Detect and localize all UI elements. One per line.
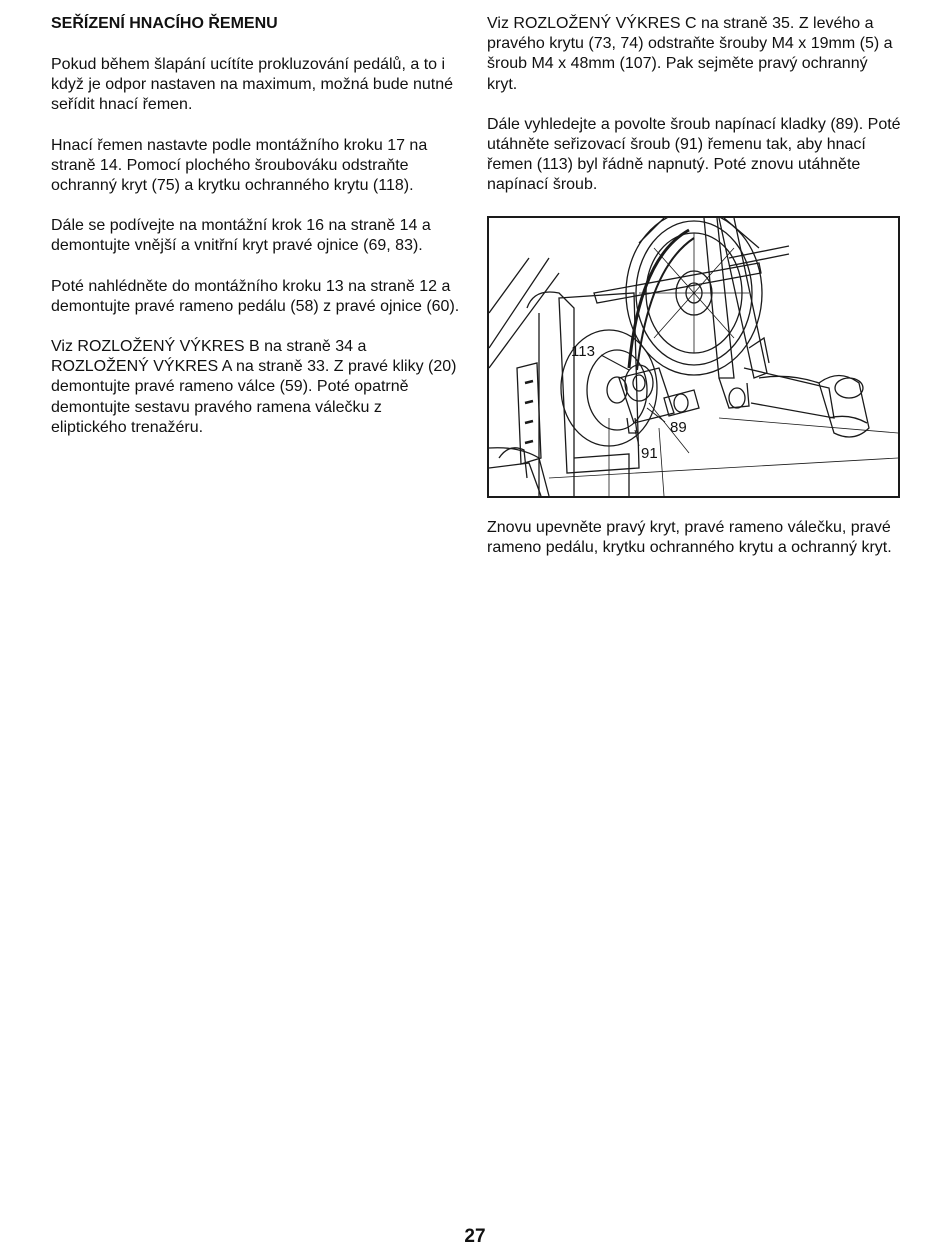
callout-belt-113: 113 [571, 342, 595, 360]
paragraph-step-13: Poté nahlédněte do montážního kroku 13 na straně 12 a demontujte pravé rameno pedálu (58) z pravé ojnice (60). [51, 277, 460, 315]
paragraph-step-16: Dále se podívejte na montážní krok 16 na straně 14 a demontujte vnější a vnitřní kryt pravé ojnice (69, 83). [51, 217, 431, 255]
callout-screw-91: 91 [641, 444, 658, 462]
left-column [51, 14, 461, 458]
right-column [487, 14, 902, 578]
paragraph-step-17: Hnací řemen nastavte podle montážního kroku 17 na straně 14. Pomocí plochého šroubováku odstraňte ochranný kryt (75) a krytku ochranného krytu (118). [51, 136, 428, 195]
paragraph-belt-slip: Pokud během šlapání ucítíte prokluzování pedálů, a to i když je odpor nastaven na maximum, možná bude nutné seřídit hnací řemen. [51, 56, 454, 114]
callout-screw-89: 89 [670, 418, 687, 436]
page-number: 27 [464, 1226, 486, 1247]
paragraph-drawing-c: Viz ROZLOŽENÝ VÝKRES C na straně 35. Z levého a pravého krytu (73, 74) odstraňte šrouby M4 x 19mm (5) a šroub M4 x 48mm (107). Pak sejměte pravý ochranný kryt. [487, 15, 893, 93]
paragraph-drawing-b: Viz ROZLOŽENÝ VÝKRES B na straně 34 a ROZLOŽENÝ VÝKRES A na straně 33. Z pravé kliky (20) demontujte pravé rameno válce (59). Poté opatrně demontujte sestavu pravého ramena válečku z eliptického trenažéru. [51, 338, 457, 436]
belt-adjustment-illustration [487, 216, 900, 498]
drive-assembly-drawing [489, 218, 898, 496]
paragraph-tension-screw: Dále vyhledejte a povolte šroub napínací kladky (89). Poté utáhněte seřizovací šroub (91) řemenu tak, aby hnací řemen (113) byl řádně napnutý. Poté znovu utáhněte napínací šroub. [487, 115, 901, 194]
section-heading: SEŘÍZENÍ HNACÍHO ŘEMENU [51, 15, 278, 32]
paragraph-reassemble: Znovu upevněte pravý kryt, pravé rameno válečku, pravé rameno pedálu, krytku ochranného krytu a ochranný kryt. [487, 518, 892, 556]
